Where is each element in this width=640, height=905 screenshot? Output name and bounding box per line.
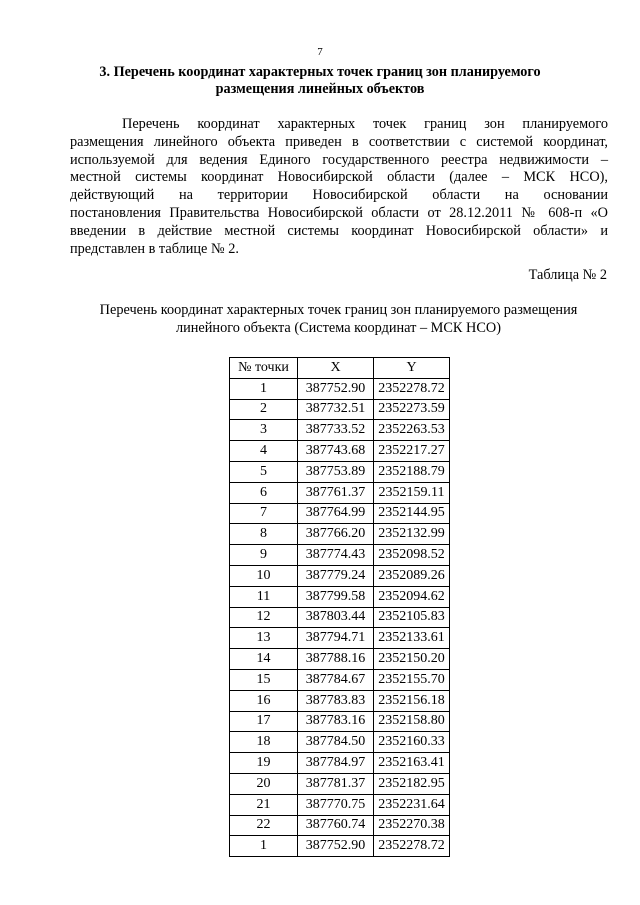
y-cell: 2352155.70 bbox=[374, 669, 450, 690]
y-cell: 2352217.27 bbox=[374, 441, 450, 462]
y-cell: 2352150.20 bbox=[374, 649, 450, 670]
paragraph-line: представлен в таблице № 2. bbox=[70, 240, 239, 257]
y-cell: 2352159.11 bbox=[374, 482, 450, 503]
x-cell: 387732.51 bbox=[298, 399, 374, 420]
point-number-cell: 22 bbox=[230, 815, 298, 836]
x-cell: 387794.71 bbox=[298, 628, 374, 649]
y-cell: 2352263.53 bbox=[374, 420, 450, 441]
x-cell: 387803.44 bbox=[298, 607, 374, 628]
y-cell: 2352163.41 bbox=[374, 753, 450, 774]
x-cell: 387781.37 bbox=[298, 773, 374, 794]
x-cell: 387760.74 bbox=[298, 815, 374, 836]
point-number-cell: 12 bbox=[230, 607, 298, 628]
x-cell: 387774.43 bbox=[298, 545, 374, 566]
y-cell: 2352278.72 bbox=[374, 378, 450, 399]
point-number-cell: 15 bbox=[230, 669, 298, 690]
header-x: X bbox=[298, 358, 374, 379]
point-number-cell: 9 bbox=[230, 545, 298, 566]
table-row bbox=[230, 794, 450, 815]
y-cell: 2352105.83 bbox=[374, 607, 450, 628]
table-row bbox=[230, 607, 450, 628]
paragraph-line: размещения линейного объекта приведен в соответствии с системой координат, bbox=[70, 133, 608, 150]
x-cell: 387784.67 bbox=[298, 669, 374, 690]
paragraph-line: постановления Правительства Новосибирской области от 28.12.2011 № 608-п «О bbox=[70, 204, 608, 221]
table-row bbox=[230, 711, 450, 732]
section-heading-line: 3. Перечень координат характерных точек границ зон планируемого bbox=[99, 64, 541, 80]
x-cell: 387784.50 bbox=[298, 732, 374, 753]
table-label: Таблица № 2 bbox=[528, 267, 607, 283]
table-row bbox=[230, 586, 450, 607]
table-row bbox=[230, 524, 450, 545]
x-cell: 387752.90 bbox=[298, 378, 374, 399]
x-cell: 387770.75 bbox=[298, 794, 374, 815]
point-number-cell: 16 bbox=[230, 690, 298, 711]
table-row bbox=[230, 545, 450, 566]
x-cell: 387764.99 bbox=[298, 503, 374, 524]
point-number-cell: 14 bbox=[230, 649, 298, 670]
paragraph-line: используемой для ведения Единого государственного реестра недвижимости – bbox=[70, 151, 608, 168]
page-number: 7 bbox=[317, 46, 323, 58]
table-row bbox=[230, 565, 450, 586]
caption-line: линейного объекта (Система координат – МСК НСО) bbox=[175, 319, 501, 336]
x-cell: 387761.37 bbox=[298, 482, 374, 503]
section-heading-line: размещения линейных объектов bbox=[215, 81, 425, 97]
y-cell: 2352144.95 bbox=[374, 503, 450, 524]
point-number-cell: 6 bbox=[230, 482, 298, 503]
y-cell: 2352158.80 bbox=[374, 711, 450, 732]
header-point-number: № точки bbox=[230, 358, 298, 379]
y-cell: 2352094.62 bbox=[374, 586, 450, 607]
section-paragraph bbox=[70, 116, 608, 258]
table-row bbox=[230, 815, 450, 836]
x-cell: 387784.97 bbox=[298, 753, 374, 774]
table-row bbox=[230, 690, 450, 711]
point-number-cell: 5 bbox=[230, 461, 298, 482]
y-cell: 2352188.79 bbox=[374, 461, 450, 482]
point-number-cell: 11 bbox=[230, 586, 298, 607]
table-row bbox=[230, 732, 450, 753]
y-cell: 2352278.72 bbox=[374, 836, 450, 857]
x-cell: 387799.58 bbox=[298, 586, 374, 607]
caption-line: Перечень координат характерных точек границ зон планируемого размещения bbox=[99, 302, 578, 318]
table-row bbox=[230, 669, 450, 690]
point-number-cell: 19 bbox=[230, 753, 298, 774]
point-number-cell: 17 bbox=[230, 711, 298, 732]
y-cell: 2352156.18 bbox=[374, 690, 450, 711]
x-cell: 387779.24 bbox=[298, 565, 374, 586]
paragraph-line: введении в действие местной системы координат Новосибирской области» и bbox=[70, 222, 608, 239]
table-row bbox=[230, 482, 450, 503]
paragraph-line: действующий на территории Новосибирской области на основании bbox=[70, 187, 608, 204]
paragraph-line: местной системы координат Новосибирской области (далее – МСК НСО), bbox=[70, 169, 608, 186]
table-row bbox=[230, 503, 450, 524]
point-number-cell: 3 bbox=[230, 420, 298, 441]
point-number-cell: 20 bbox=[230, 773, 298, 794]
x-cell: 387783.83 bbox=[298, 690, 374, 711]
table-row bbox=[230, 628, 450, 649]
y-cell: 2352273.59 bbox=[374, 399, 450, 420]
point-number-cell: 13 bbox=[230, 628, 298, 649]
y-cell: 2352182.95 bbox=[374, 773, 450, 794]
table-row bbox=[230, 836, 450, 857]
point-number-cell: 1 bbox=[230, 836, 298, 857]
table-row bbox=[230, 649, 450, 670]
point-number-cell: 7 bbox=[230, 503, 298, 524]
y-cell: 2352160.33 bbox=[374, 732, 450, 753]
table-caption bbox=[70, 302, 607, 337]
x-cell: 387788.16 bbox=[298, 649, 374, 670]
paragraph-line: Перечень координат характерных точек границ зон планируемого bbox=[122, 116, 608, 132]
table-body bbox=[230, 378, 450, 856]
point-number-cell: 21 bbox=[230, 794, 298, 815]
point-number-cell: 4 bbox=[230, 441, 298, 462]
y-cell: 2352089.26 bbox=[374, 565, 450, 586]
y-cell: 2352098.52 bbox=[374, 545, 450, 566]
table-row bbox=[230, 399, 450, 420]
x-cell: 387783.16 bbox=[298, 711, 374, 732]
table-row bbox=[230, 378, 450, 399]
x-cell: 387766.20 bbox=[298, 524, 374, 545]
table-row bbox=[230, 461, 450, 482]
table-row bbox=[230, 441, 450, 462]
table-header-row bbox=[230, 358, 450, 379]
table-row bbox=[230, 420, 450, 441]
x-cell: 387733.52 bbox=[298, 420, 374, 441]
y-cell: 2352270.38 bbox=[374, 815, 450, 836]
point-number-cell: 2 bbox=[230, 399, 298, 420]
x-cell: 387743.68 bbox=[298, 441, 374, 462]
table-row bbox=[230, 753, 450, 774]
point-number-cell: 1 bbox=[230, 378, 298, 399]
x-cell: 387753.89 bbox=[298, 461, 374, 482]
point-number-cell: 8 bbox=[230, 524, 298, 545]
y-cell: 2352231.64 bbox=[374, 794, 450, 815]
table-row bbox=[230, 773, 450, 794]
header-y: Y bbox=[374, 358, 450, 379]
section-heading bbox=[70, 64, 570, 98]
coordinates-table bbox=[229, 357, 450, 857]
x-cell: 387752.90 bbox=[298, 836, 374, 857]
point-number-cell: 18 bbox=[230, 732, 298, 753]
y-cell: 2352133.61 bbox=[374, 628, 450, 649]
point-number-cell: 10 bbox=[230, 565, 298, 586]
y-cell: 2352132.99 bbox=[374, 524, 450, 545]
